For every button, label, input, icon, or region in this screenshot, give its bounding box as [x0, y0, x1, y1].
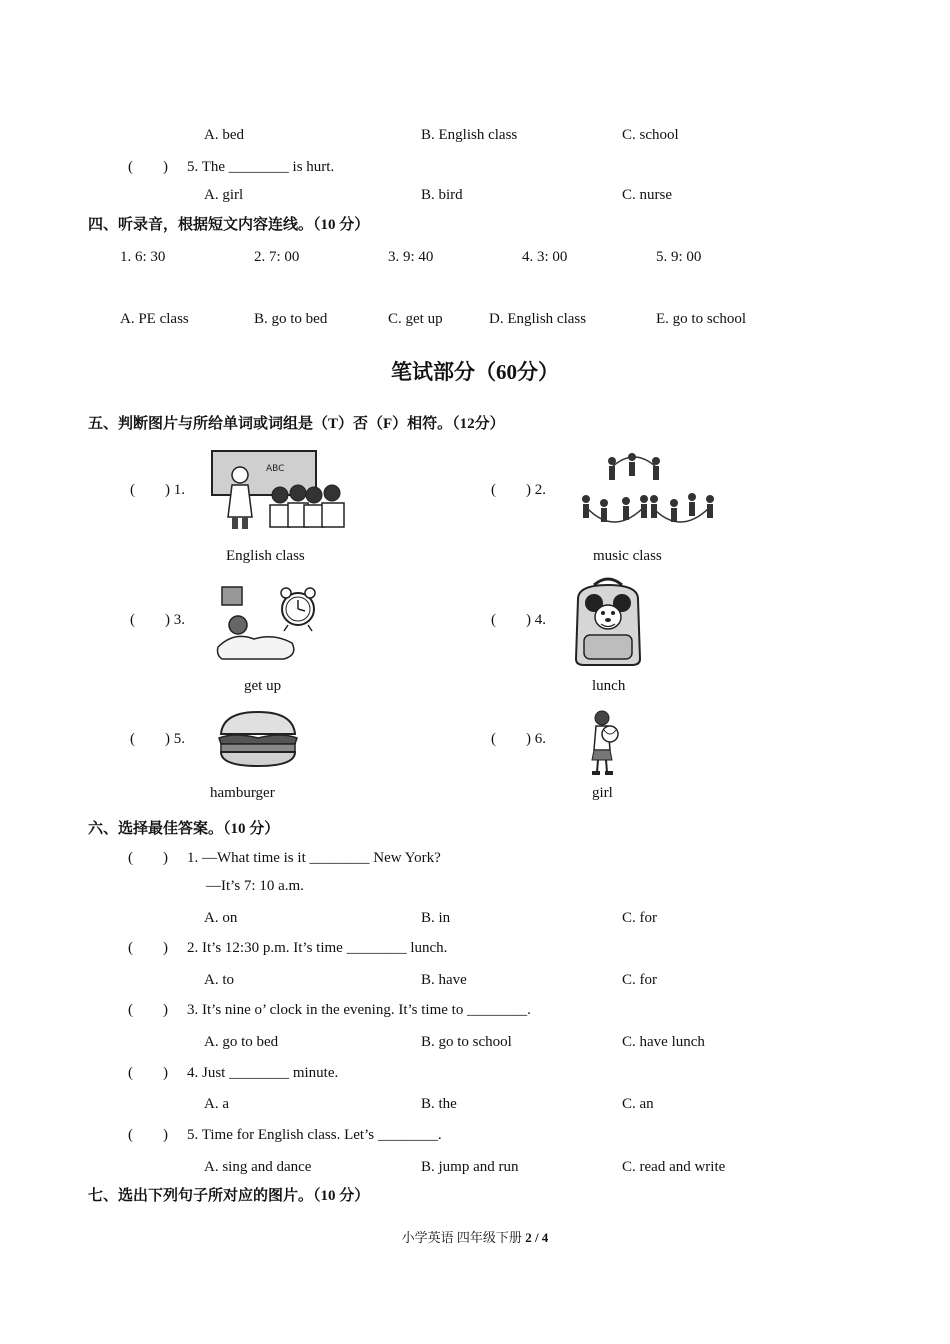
- activity-item: A. PE class: [120, 311, 189, 327]
- option-c: C. school: [622, 127, 679, 143]
- answer-blank[interactable]: ( ): [128, 1127, 168, 1143]
- child-waking-alarm-picture: [214, 583, 336, 663]
- picture-caption: get up: [244, 678, 282, 694]
- option-b: B. have: [421, 972, 467, 988]
- question-stem: 5. Time for English class. Let’s ________.: [187, 1127, 442, 1143]
- question-stem-answer: —It’s 7: 10 a.m.: [206, 878, 304, 894]
- picture-caption: girl: [592, 785, 613, 801]
- option-a: A. bed: [204, 127, 244, 143]
- answer-blank[interactable]: ( ) 5.: [130, 731, 185, 747]
- activity-item: E. go to school: [656, 311, 746, 327]
- answer-blank[interactable]: ( ): [128, 1065, 168, 1081]
- section-7-title: 七、选出下列句子所对应的图片。（10 分）: [88, 1188, 370, 1204]
- option-c: C. for: [622, 910, 657, 926]
- option-b: B. English class: [421, 127, 518, 143]
- answer-blank[interactable]: ( ) 4.: [491, 612, 546, 628]
- section-4-title: 四、听录音，根据短文内容连线。（10 分）: [88, 217, 370, 233]
- answer-blank[interactable]: ( ) 6.: [491, 731, 546, 747]
- answer-blank[interactable]: ( ) 1.: [130, 482, 185, 498]
- option-b: B. the: [421, 1096, 457, 1112]
- option-c: C. for: [622, 972, 657, 988]
- hamburger-picture: [215, 708, 301, 770]
- question-stem: 5. The ________ is hurt.: [187, 159, 335, 175]
- option-b: B. go to school: [421, 1034, 512, 1050]
- page-number: 2 / 4: [525, 1230, 549, 1245]
- picture-caption: English class: [226, 548, 305, 564]
- question-stem: 1. —What time is it ________ New York?: [187, 850, 441, 866]
- option-b: B. jump and run: [421, 1159, 519, 1175]
- activity-item: B. go to bed: [254, 311, 328, 327]
- section-6-title: 六、选择最佳答案。（10 分）: [88, 821, 280, 837]
- option-c: C. nurse: [622, 187, 672, 203]
- time-item: 5. 9: 00: [656, 249, 702, 265]
- board-text: ABC: [266, 464, 285, 474]
- option-c: C. read and write: [622, 1159, 726, 1175]
- activity-item: D. English class: [489, 311, 587, 327]
- time-item: 1. 6: 30: [120, 249, 166, 265]
- option-b: B. in: [421, 910, 451, 926]
- option-a: A. girl: [204, 187, 244, 203]
- time-item: 4. 3: 00: [522, 249, 568, 265]
- picture-caption: hamburger: [210, 785, 275, 801]
- girl-with-ball-picture: [586, 708, 622, 776]
- option-a: A. on: [204, 910, 238, 926]
- answer-blank[interactable]: ( ): [128, 159, 168, 175]
- option-a: A. to: [204, 972, 234, 988]
- mickey-backpack-picture: [570, 575, 646, 667]
- page-footer: [0, 1231, 950, 1244]
- children-jump-rope-picture: [574, 447, 720, 539]
- written-part-title: 笔试部分（60分）: [391, 360, 559, 384]
- answer-blank[interactable]: ( ) 2.: [491, 482, 546, 498]
- footer-text: 小学英语 四年级下册: [401, 1230, 526, 1245]
- answer-blank[interactable]: ( ): [128, 1002, 168, 1018]
- option-a: A. a: [204, 1096, 229, 1112]
- question-stem: 4. Just ________ minute.: [187, 1065, 339, 1081]
- answer-blank[interactable]: ( ): [128, 940, 168, 956]
- picture-caption: lunch: [592, 678, 626, 694]
- question-stem: 3. It’s nine o’ clock in the evening. It’s time to ________.: [187, 1002, 531, 1018]
- option-c: C. an: [622, 1096, 654, 1112]
- option-b: B. bird: [421, 187, 463, 203]
- picture-caption: music class: [593, 548, 662, 564]
- question-stem: 2. It’s 12:30 p.m. It’s time ________ lunch.: [187, 940, 448, 956]
- option-c: C. have lunch: [622, 1034, 705, 1050]
- classroom-picture: [210, 447, 350, 533]
- option-a: A. go to bed: [204, 1034, 279, 1050]
- answer-blank[interactable]: ( ): [128, 850, 168, 866]
- answer-blank[interactable]: ( ) 3.: [130, 612, 185, 628]
- option-a: A. sing and dance: [204, 1159, 312, 1175]
- time-item: 3. 9: 40: [388, 249, 434, 265]
- activity-item: C. get up: [388, 311, 443, 327]
- time-item: 2. 7: 00: [254, 249, 300, 265]
- section-5-title: 五、判断图片与所给单词或词组是（T）否（F）相符。（12分）: [88, 416, 505, 432]
